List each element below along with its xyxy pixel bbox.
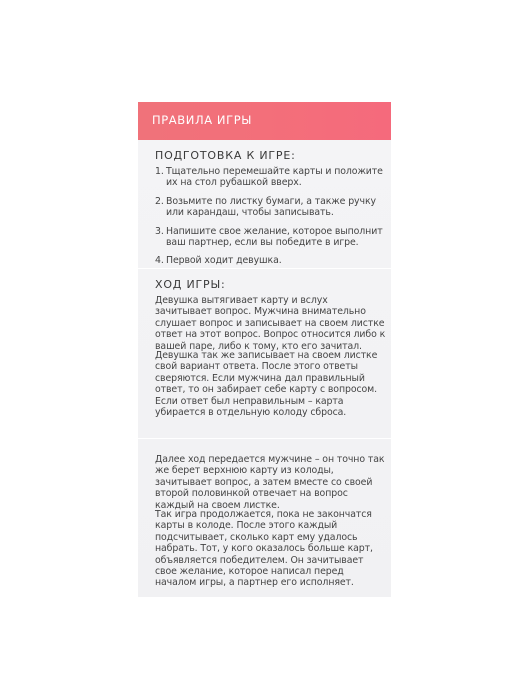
gameplay-title: ХОД ИГРЫ: bbox=[155, 278, 226, 291]
gameplay-paragraph: Девушка так же записывает на своем листке свой вариант ответа. После этого ответы сверяются. Если мужчина дал правильный ответ, то он забирает себе карту с вопросом. Если ответ был неправильным – карта убирается в отдельную колоду сброса. bbox=[155, 350, 378, 419]
list-item-number: 4. bbox=[155, 255, 164, 267]
list-item-number: 3. bbox=[155, 225, 164, 237]
list-item-text: Тщательно перемешайте карты и положите их на стол рубашкой вверх. bbox=[166, 166, 383, 189]
list-item-number: 1. bbox=[155, 166, 164, 177]
list-item-text: Первой ходит девушка. bbox=[166, 255, 282, 267]
section-divider bbox=[138, 268, 391, 269]
list-item-text: Возьмите по листку бумаги, а также ручку или карандаш, чтобы записывать. bbox=[166, 195, 376, 219]
rules-header bbox=[138, 102, 391, 140]
preparation-list bbox=[155, 166, 385, 274]
list-item-number: 2. bbox=[155, 195, 164, 207]
rules-card bbox=[138, 102, 391, 597]
gameplay-paragraph: Далее ход передается мужчине – он точно так же берет верхнюю карту из колоды, зачитывает вопрос, а затем вместе со своей второй половинкой отвечает на вопрос каждый на своем листке. bbox=[155, 454, 385, 511]
list-item-text: Напишите свое желание, которое выполнит ваш партнер, если вы победите в игре. bbox=[166, 225, 383, 249]
rules-header-title: ПРАВИЛА ИГРЫ bbox=[152, 113, 253, 127]
preparation-title: ПОДГОТОВКА К ИГРЕ: bbox=[155, 149, 296, 162]
section-divider bbox=[138, 438, 391, 439]
list-item bbox=[155, 166, 385, 189]
gameplay-paragraph: Так игра продолжается, пока не закончатся карты в колоде. После этого каждый подсчитывает, сколько карт ему удалось набрать. Тот, у кого оказалось больше карт, объявляется победителем. Он зачитывает свое желание, которое написал перед началом игры, а партнер его исполняет. bbox=[155, 509, 373, 589]
list-item bbox=[155, 255, 385, 266]
gameplay-paragraph: Девушка вытягивает карту и вслух зачитывает вопрос. Мужчина внимательно слушает вопрос и записывает на своем листке ответ на этот вопрос. Вопрос относится либо к вашей паре, либо к тому, кто его зачитал. bbox=[155, 295, 386, 352]
list-item bbox=[155, 196, 385, 219]
list-item bbox=[155, 226, 385, 249]
